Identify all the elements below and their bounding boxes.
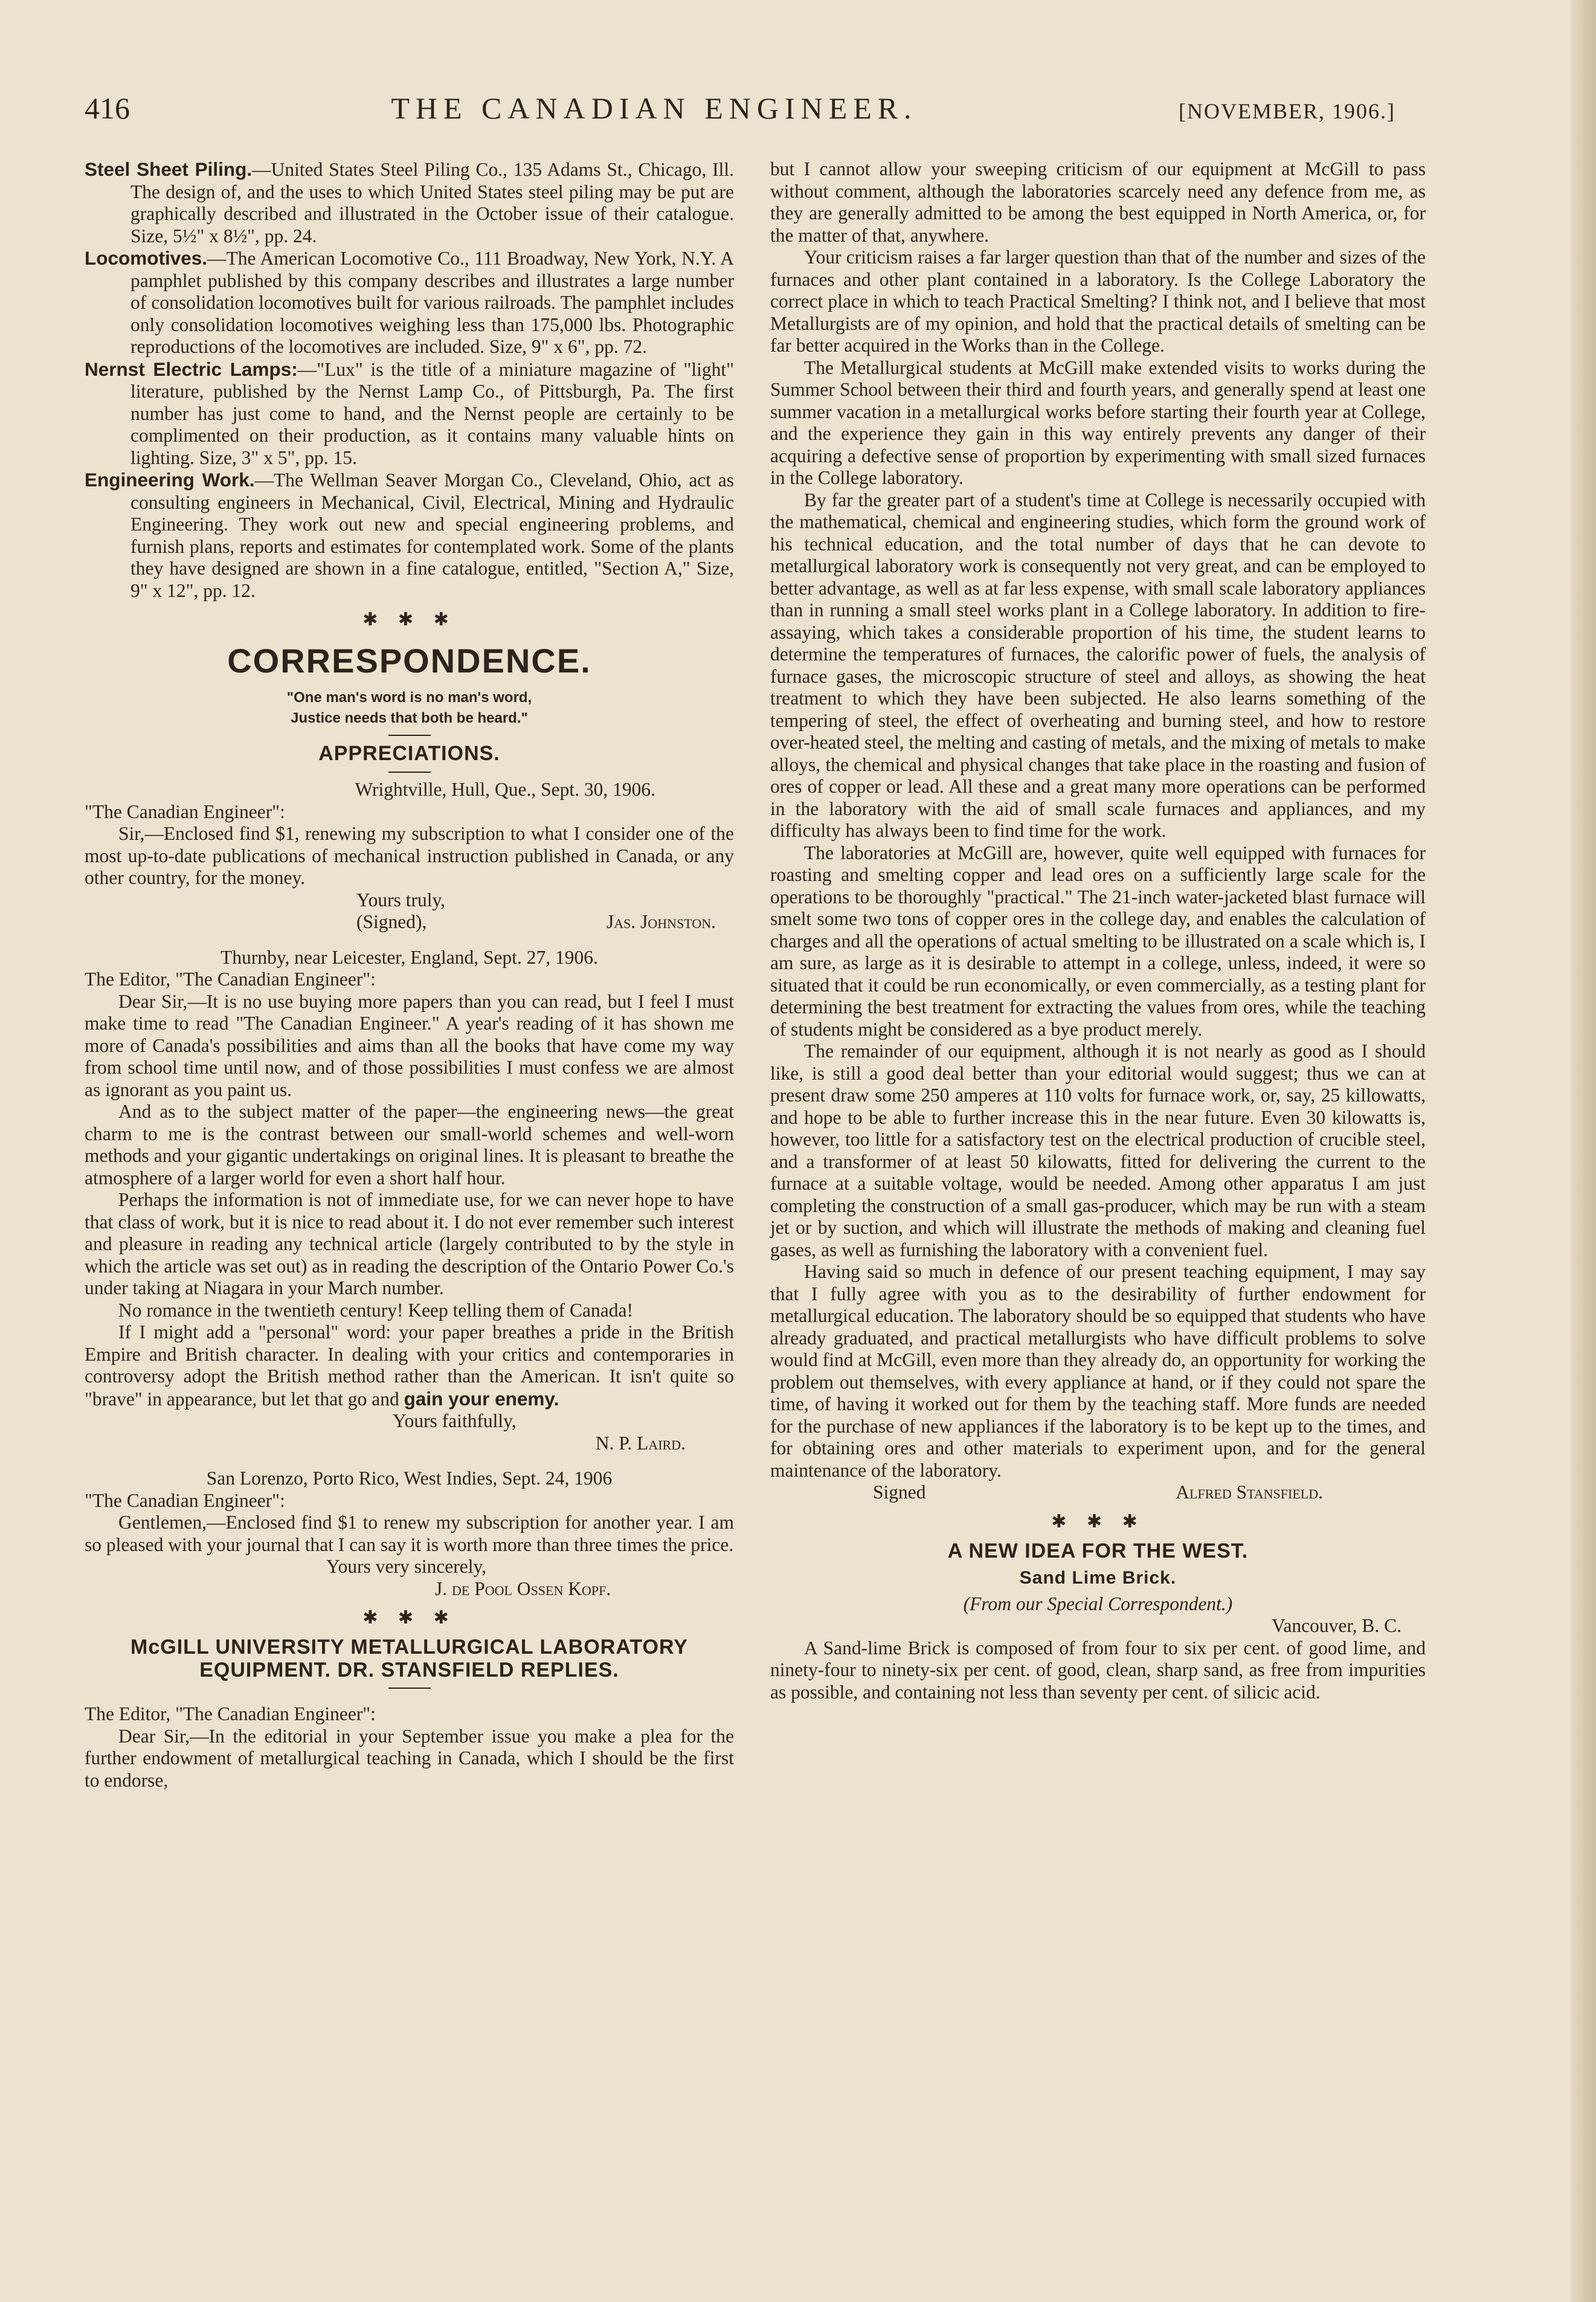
article-paragraph: The laboratories at McGill are, however, quite well equipped with furnaces for roasting and smelting copper and lead ores on a sufficiently large scale for the operations to be thoroughly "practical." The 21-inch water-jacketed blast furnace will smelt some two tons of copper ores in the college day, and enables the calculation of charges and all the operations of actual smelting to be illustrated on a scale which is, I am sure, as large as it is desirable to attempt in a college, unless, indeed, it were so situated that it could be run economically, or even commercially, as a testing plant for determining the best treatment for extracting the values from ores, while the teaching of students might be considered as a bye product merely.	[770, 842, 1426, 1040]
letter-closing: Yours truly,	[356, 889, 446, 911]
binding-edge	[1571, 0, 1596, 2302]
letter-paragraph: And as to the subject matter of the paper—the engineering news—the great charm to me is the contrast between our small-world schemes and well-worn methods and your gigantic undertakings on original lines. It is pleasant to breathe the atmosphere of a larger world for even a short half hour.	[85, 1101, 734, 1188]
signer-name: N. P. Laird.	[595, 1432, 686, 1454]
entry-text: —United States Steel Piling Co., 135 Adams St., Chicago, Ill. The design of, and the uses to which United States steel piling may be put are graphically described and illustrated in the October issue of their catalogue. Size, 5½" x 8½", pp. 24.	[130, 159, 734, 247]
letter-signature	[85, 911, 734, 933]
left-column	[85, 158, 734, 1791]
bold-phrase: gain your enemy.	[404, 1387, 559, 1410]
letter-body: Dear Sir,—In the editorial in your September issue you make a plea for the further endowment of metallurgical teaching in Canada, which I should be the first to endorse,	[85, 1725, 734, 1791]
catalogue-entry	[85, 247, 734, 358]
article-paragraph: The remainder of our equipment, although it is not nearly as good as I should like, is still a good deal better than your editorial would suggest; thus we can at present draw some 250 amperes at 110 volts for furnace work, or, say, 25 killowatts, and hope to be able to further increase this in the near future. Even 30 kilowatts is, however, too little for a satisfactory test on the electrical production of crucible steel, and a transformer of at least 50 kilowatts, fitted for delivering the current to the furnace at a suitable voltage, would be needed. Among other apparatus I am just completing the construction of a small gas-producer, which may be run with a steam jet or by suction, and which will illustrate the methods of making and cleaning fuel gases, as well as furnishing the laboratory with a convenient fuel.	[770, 1040, 1426, 1260]
letter-closing: Yours faithfully,	[393, 1410, 516, 1431]
dateline: Vancouver, B. C.	[1272, 1615, 1401, 1636]
letter-paragraph: Dear Sir,—It is no use buying more papers than you can read, but I feel I must make time to read "The Canadian Engineer." A year's reading of it has shown me more of Canada's possibilities and aims than all the books that have come my way from school time until now, and of those possibilities I must confess we are almost as ignorant as you paint us.	[85, 990, 734, 1100]
right-column	[770, 158, 1426, 1703]
appreciations-heading: APPRECIATIONS.	[318, 742, 500, 765]
entry-text: —The Wellman Seaver Morgan Co., Cleveland, Ohio, act as consulting engineers in Mechanical, Civil, Electrical, Mining and Hydraulic Engineering. They work out new and special engineering problems, and furnish plans, reports and estimates for contemplated work. Some of the plants they have designed are shown in a fine catalogue, entitled, "Section A," Size, 9" x 12", pp. 12.	[130, 469, 734, 601]
section-ornament: ✱ ✱ ✱	[362, 1607, 456, 1628]
signer-name: Alfred Stansfield.	[1176, 1481, 1323, 1503]
article-paragraph: A Sand-lime Brick is composed of from four to six per cent. of good lime, and ninety-four to ninety-six per cent. of good, clean, sharp sand, as free from impurities as possible, and containing not less than seventy per cent. of silicic acid.	[770, 1637, 1426, 1703]
letter-paragraph: Perhaps the information is not of immediate use, for we can never hope to have that class of work, but it is nice to read about it. I do not ever remember such interest and pleasure in reading any technical article (largely contributed to by the style in which the article was set out) as in reading the description of the Ontario Power Co.'s under taking at Niagara in your March number.	[85, 1189, 734, 1298]
correspondence-heading: CORRESPONDENCE.	[227, 642, 591, 680]
article-signature	[770, 1481, 1426, 1504]
page-number: 416	[85, 91, 130, 125]
letter-dateline: Wrightville, Hull, Que., Sept. 30, 1906.	[355, 779, 655, 800]
section-ornament: ✱ ✱ ✱	[362, 609, 456, 630]
letter-salutation: The Editor, "The Canadian Engineer":	[85, 1703, 376, 1724]
entry-text: —"Lux" is the title of a miniature magazine of "light" literature, published by the Nernst Lamp Co., of Pittsburgh, Pa. The first number has just come to hand, and the Nernst people are certainly to be complimented on their production, as it contains many valuable hints on lighting. Size, 3" x 5", pp. 15.	[130, 358, 734, 468]
mcgill-heading: McGILL UNIVERSITY METALLURGICAL LABORATORY EQUIPMENT. DR. STANSFIELD REPLIES.	[130, 1636, 688, 1681]
letter-salutation: The Editor, "The Canadian Engineer":	[85, 969, 376, 990]
letter-salutation: "The Canadian Engineer":	[85, 1489, 285, 1511]
motto-line: "One man's word is no man's word,	[286, 689, 532, 706]
letter-body: Sir,—Enclosed find $1, renewing my subscription to what I consider one of the most up-to-date publications of mechanical instruction published in Canada, or any other country, for the money.	[85, 823, 734, 888]
letter-body: Gentlemen,—Enclosed find $1 to renew my subscription for another year. I am so pleased with your journal that I can say it is worth more than three times the price.	[85, 1512, 734, 1555]
entry-title: Steel Sheet Piling.	[85, 158, 253, 180]
signer-name: Jas. Johnston.	[607, 911, 716, 932]
issue-date: [NOVEMBER, 1906.]	[1179, 99, 1395, 123]
letter-paragraph: No romance in the twentieth century! Keep telling them of Canada!	[118, 1299, 633, 1321]
letter-dateline: Thurnby, near Leicester, England, Sept. 27, 1906.	[220, 946, 598, 968]
article-paragraph: By far the greater part of a student's time at College is necessarily occupied with the mathematical, chemical and engineering studies, which form the ground work of his technical education, and the total number of days that he can devote to metallurgical laboratory work is consequently not very great, and can be employed to better advantage, as well as at far less expense, with small scale laboratory appliances than in running a small steel works plant in a College laboratory. In addition to fire-assaying, which takes a considerable proportion of his time, the student learns to determine the temperatures of furnaces, the calorific power of fuels, the analysis of furnace gases, the microscopic structure of steel and alloys, as showing the heat treatment to which they have been subjected. He also learns something of the tempering of steel, the effect of overheating and burning steel, and how to restore over-heated steel, the melting and casting of metals, and the mixing of metals to make alloys, the chemical and physical changes that take place in the roasting and fusion of ores of copper or lead. All these and a great many more operations can be performed in the laboratory with the aid of small scale furnaces and appliances, and my difficulty has always been to find time for the work.	[770, 489, 1426, 841]
section-ornament: ✱ ✱ ✱	[1051, 1510, 1145, 1532]
byline: (From our Special Correspondent.)	[963, 1593, 1233, 1614]
divider	[388, 772, 431, 773]
letter-dateline: San Lorenzo, Porto Rico, West Indies, Sept. 24, 1906	[206, 1468, 613, 1489]
entry-text: —The American Locomotive Co., 111 Broadway, New York, N.Y. A pamphlet published by this company describes and illustrates a large number of consolidation locomotives built for various railroads. The pamphlet includes only consolidation locomotives weighing less than 175,000 lbs. Photographic reproductions of the locomotives are included. Size, 9" x 6", pp. 72.	[130, 248, 734, 357]
letter-closing: Yours very sincerely,	[326, 1556, 487, 1577]
entry-title: Nernst Electric Lamps:	[85, 358, 298, 380]
paragraph-text: If I might add a "personal" word: your paper breathes a pride in the British Empire and British character. In dealing with your critics and contemporaries in controversy adopt the British method rather than the American. It isn't quite so "brave" in appearance, but let that go and	[85, 1321, 734, 1410]
article-paragraph: but I cannot allow your sweeping criticism of our equipment at McGill to pass without comment, although the laboratories scarcely need any defence from me, as they are generally admitted to be among the best equipped in North America, or, for the matter of that, anywhere.	[770, 158, 1426, 246]
entry-title: Engineering Work.	[85, 469, 255, 491]
signed-label: (Signed),	[356, 911, 427, 932]
letter-paragraph	[85, 1321, 734, 1410]
entry-title: Locomotives.	[85, 247, 208, 269]
signed-label: Signed	[873, 1481, 926, 1503]
divider	[388, 735, 431, 736]
letter-salutation: "The Canadian Engineer":	[85, 801, 285, 822]
running-head: THE CANADIAN ENGINEER.	[391, 91, 918, 125]
catalogue-entry	[85, 358, 734, 469]
article-paragraph: Your criticism raises a far larger question than that of the number and sizes of the furnaces and other plant contained in a laboratory. Is the College Laboratory the correct place in which to teach Practical Smelting? I think not, and I believe that most Metallurgists are of my opinion, and hold that the practical details of smelting can be far better acquired in the Works than in the College.	[770, 247, 1426, 356]
article-paragraph: Having said so much in defence of our present teaching equipment, I may say that I fully agree with you as to the desirability of further endowment for metallurgical education. The laboratory should be so equipped that students who have already graduated, and practical metallurgists who have difficult problems to solve would find at McGill, even more than they already do, an opportunity for working the problem out themselves, with every appliance at hand, or if they could not spare the time, of having it worked out for them by the teaching staff. More funds are needed for the purchase of new appliances if the laboratory is to be kept up to the times, and for obtaining ores and other materials to experiment upon, and for the general maintenance of the laboratory.	[770, 1261, 1426, 1481]
motto-line: Justice needs that both be heard."	[291, 710, 528, 726]
catalogue-entry	[85, 469, 734, 602]
west-heading: A NEW IDEA FOR THE WEST.	[947, 1539, 1249, 1562]
page-header	[85, 91, 1395, 139]
divider	[388, 1688, 431, 1689]
signer-name: J. de Pool Ossen Kopf.	[435, 1578, 611, 1599]
west-subheading: Sand Lime Brick.	[1019, 1567, 1177, 1588]
catalogue-entry	[85, 158, 734, 247]
article-paragraph: The Metallurgical students at McGill make extended visits to works during the Summer School between their third and fourth years, and generally spend at least one summer vacation in a metallurgical works before starting their fourth year at College, and the experience they gain in this way entirely prevents any danger of their acquiring a defective sense of proportion by experimenting with small sized furnaces in the College laboratory.	[770, 356, 1426, 488]
